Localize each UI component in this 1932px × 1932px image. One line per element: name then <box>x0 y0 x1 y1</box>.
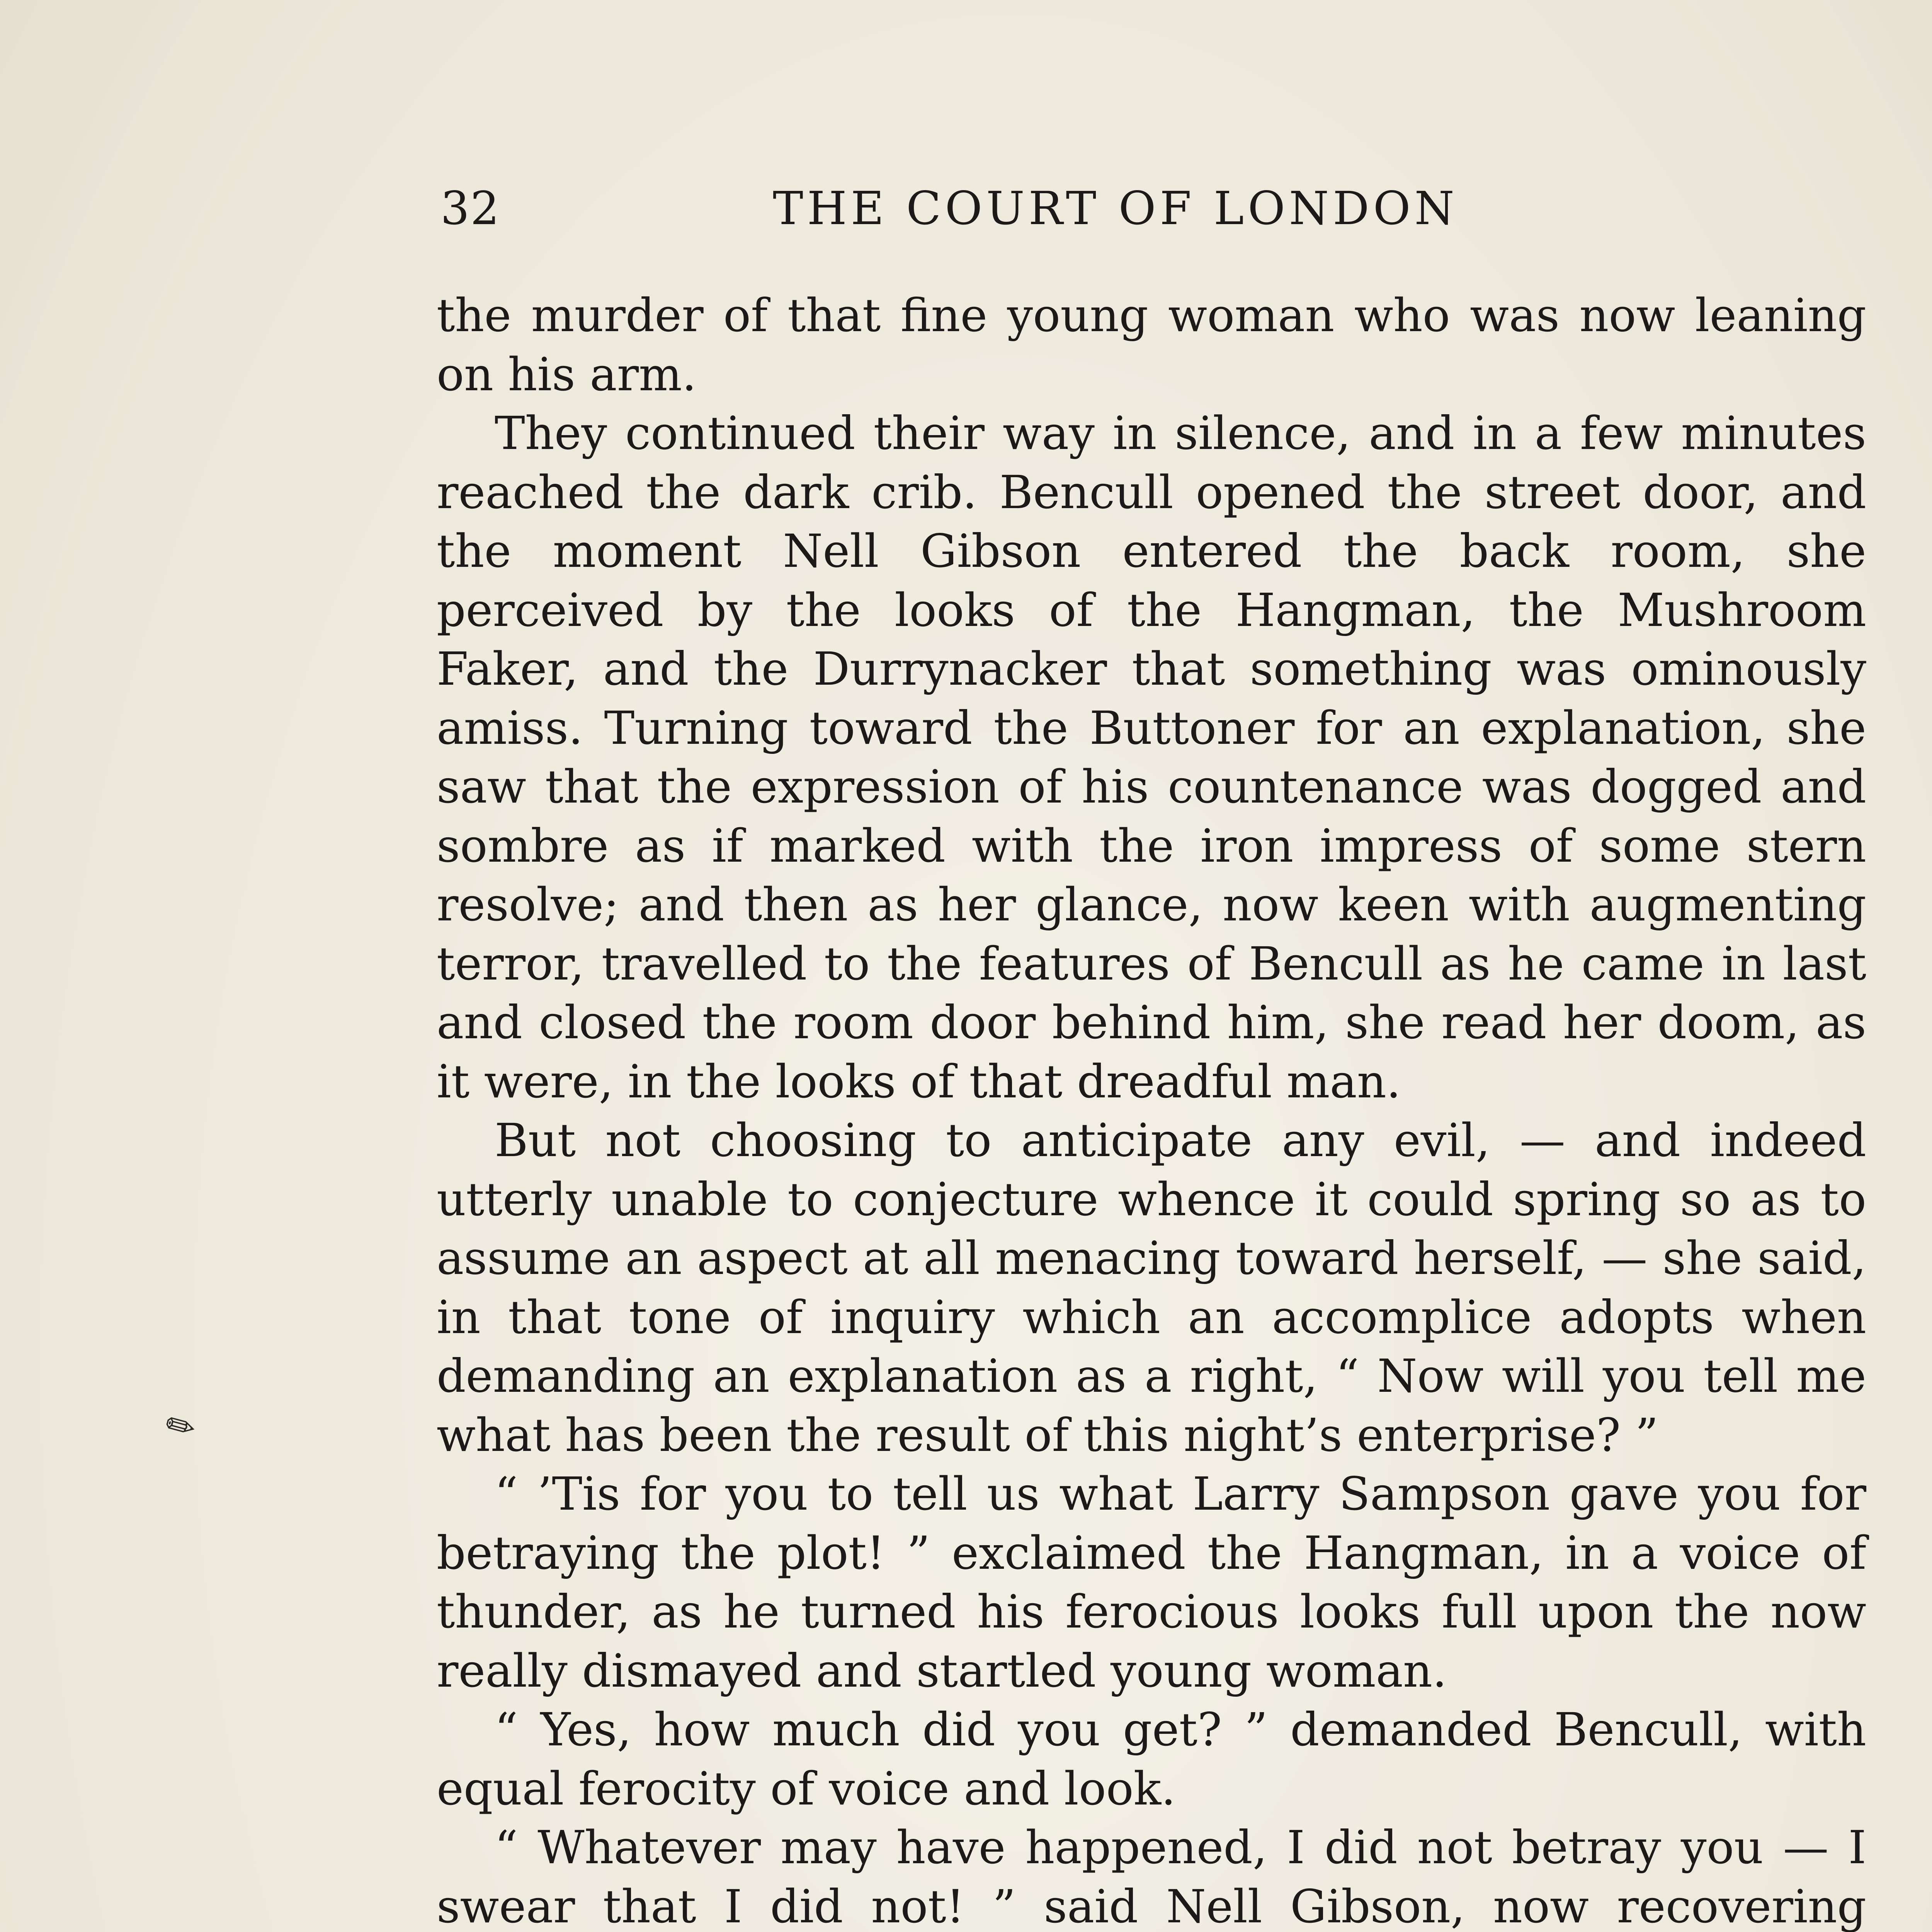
body-text <box>437 286 1866 1932</box>
paragraph: “ ’Tis for you to tell us what Larry Sampson gave you for betraying the plot! ” exclaimed the Hangman, in a voice of thunder, as he turned his ferocious looks full upon the now really dismayed and startled young woman. <box>437 1467 1866 1697</box>
paragraph: the murder of that fine young woman who was now leaning on his arm. <box>437 289 1866 401</box>
paragraph: They continued their way in silence, and in a few minutes reached the dark crib. Bencull opened the street door, and the moment Nell Gibson entered the back room, she perceived by the looks of the Hangman, the Mushroom Faker, and the Durrynacker that something was ominously amiss. Turning toward the Buttoner for an explanation, she saw that the expression of his countenance was dogged and sombre as if marked with the iron impress of some stern resolve; and then as her glance, now keen with augmenting terror, travelled to the features of Bencull as he came in last and closed the room door behind him, she read her doom, as it were, in the looks of that dreadful man. <box>437 406 1866 1108</box>
paragraph: But not choosing to anticipate any evil, — and indeed utterly unable to conjecture whence it could spring so as to assume an aspect at all menacing toward herself, — she said, in that tone of inquiry which an accomplice adopts when demanding an explanation as a right, “ Now will you tell me what has been the result of this night’s enterprise? ” <box>437 1114 1866 1462</box>
running-head: THE COURT OF LONDON <box>773 182 1458 235</box>
page-header <box>440 182 1866 247</box>
paragraph: “ Whatever may have happened, I did not betray you — I swear that I did not! ” said Nell Gibson, now recovering <box>437 1821 1866 1932</box>
paragraph: “ Yes, how much did you get? ” demanded Bencull, with equal ferocity of voice and look. <box>437 1703 1866 1815</box>
page-number: 32 <box>440 182 500 235</box>
pencil-mark-icon: ✎ <box>158 1402 204 1452</box>
